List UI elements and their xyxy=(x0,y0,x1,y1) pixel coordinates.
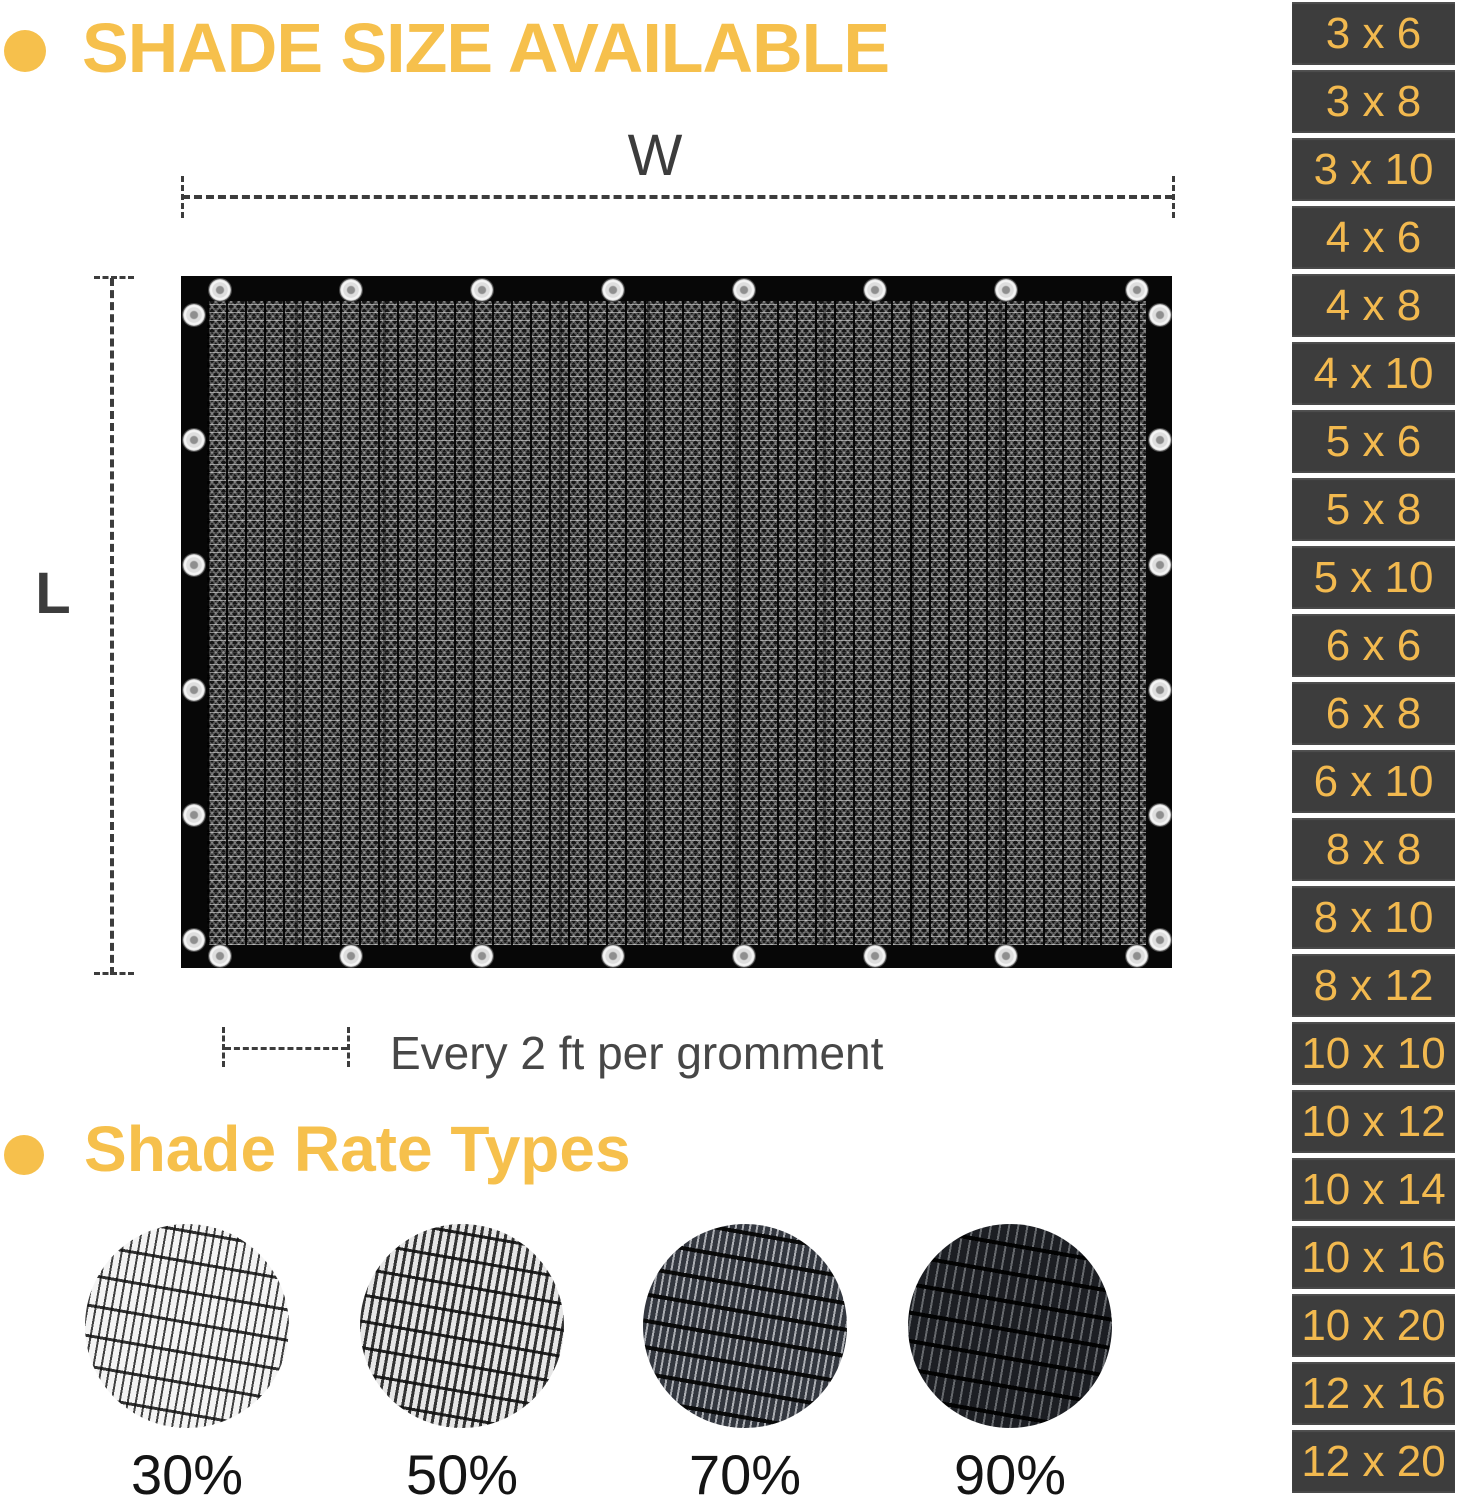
shade-rate-percent: 30% xyxy=(130,1443,244,1500)
size-option-label: 4 x 8 xyxy=(1325,280,1422,330)
grommet-icon xyxy=(1149,554,1171,576)
section-title-shade-size: SHADE SIZE AVAILABLE xyxy=(82,9,890,87)
grommet-icon xyxy=(864,945,886,967)
grommet-icon xyxy=(1126,279,1148,301)
grommet-icon xyxy=(733,279,755,301)
shade-rate-item xyxy=(908,1224,1112,1500)
size-option xyxy=(1292,614,1455,677)
shade-rate-percent: 70% xyxy=(688,1443,802,1500)
mesh-swatch-circle xyxy=(643,1224,847,1428)
size-option xyxy=(1292,138,1455,201)
grommet-spacing-note: Every 2 ft per gromment xyxy=(390,1027,884,1079)
grommet-icon xyxy=(1149,304,1171,326)
section-title-shade-rate: Shade Rate Types xyxy=(84,1113,631,1185)
size-option xyxy=(1292,206,1455,269)
width-dimension-line xyxy=(182,195,1173,199)
mesh-texture xyxy=(207,301,1146,945)
grommet-icon xyxy=(183,679,205,701)
size-option xyxy=(1292,1362,1455,1425)
size-option-label: 3 x 10 xyxy=(1313,144,1434,194)
size-option-label: 8 x 10 xyxy=(1313,892,1434,942)
size-option xyxy=(1292,274,1455,337)
size-option xyxy=(1292,70,1455,133)
size-option xyxy=(1292,954,1455,1017)
width-dimension-label: W xyxy=(627,123,683,188)
size-option xyxy=(1292,1090,1455,1153)
size-option xyxy=(1292,1430,1455,1493)
length-dimension-tick-bottom xyxy=(94,972,134,975)
size-option-label: 4 x 6 xyxy=(1325,212,1422,262)
size-option-label: 8 x 12 xyxy=(1313,960,1434,1010)
grommet-icon xyxy=(340,945,362,967)
shade-rate-percent: 90% xyxy=(953,1443,1067,1500)
width-dimension-tick-right xyxy=(1172,176,1175,218)
shade-net xyxy=(181,276,1172,968)
mesh-swatch-circle xyxy=(85,1224,289,1428)
size-option-label: 6 x 6 xyxy=(1325,620,1422,670)
size-option xyxy=(1292,546,1455,609)
size-option-label: 10 x 10 xyxy=(1301,1028,1446,1078)
shade-rate-item xyxy=(85,1224,289,1500)
grommet-icon xyxy=(340,279,362,301)
size-option-label: 5 x 6 xyxy=(1325,416,1422,466)
grommet-icon xyxy=(1149,679,1171,701)
size-list xyxy=(1292,2,1455,1498)
size-option xyxy=(1292,682,1455,745)
size-option xyxy=(1292,1226,1455,1289)
size-option-label: 4 x 10 xyxy=(1313,348,1434,398)
grommet-icon xyxy=(733,945,755,967)
bullet-icon xyxy=(4,1135,44,1175)
grommet-spacing-tick-right xyxy=(347,1027,350,1067)
size-option-label: 10 x 12 xyxy=(1301,1096,1446,1146)
size-option xyxy=(1292,886,1455,949)
shade-rate-item xyxy=(360,1224,564,1500)
size-option xyxy=(1292,818,1455,881)
grommet-icon xyxy=(209,279,231,301)
size-option xyxy=(1292,2,1455,65)
size-option xyxy=(1292,342,1455,405)
size-option-label: 5 x 8 xyxy=(1325,484,1422,534)
grommet-spacing-line xyxy=(225,1047,347,1050)
size-option-label: 6 x 10 xyxy=(1313,756,1434,806)
size-option-label: 12 x 20 xyxy=(1301,1436,1446,1486)
length-dimension-label: L xyxy=(35,561,71,626)
grommet-icon xyxy=(1149,429,1171,451)
grommet-icon xyxy=(864,279,886,301)
length-dimension-tick-top xyxy=(94,276,134,279)
size-option xyxy=(1292,750,1455,813)
grommet-icon xyxy=(995,279,1017,301)
size-option-label: 8 x 8 xyxy=(1325,824,1422,874)
size-option-label: 3 x 8 xyxy=(1325,76,1422,126)
size-option-label: 10 x 16 xyxy=(1301,1232,1446,1282)
grommet-icon xyxy=(1149,929,1171,951)
grommet-icon xyxy=(183,304,205,326)
size-option xyxy=(1292,410,1455,473)
grommet-icon xyxy=(209,945,231,967)
size-option-label: 5 x 10 xyxy=(1313,552,1434,602)
grommet-icon xyxy=(602,945,624,967)
grommet-icon xyxy=(183,429,205,451)
size-option xyxy=(1292,478,1455,541)
grommet-icon xyxy=(602,279,624,301)
shade-rate-item xyxy=(643,1224,847,1500)
size-option xyxy=(1292,1294,1455,1357)
grommet-icon xyxy=(183,929,205,951)
shade-rate-percent: 50% xyxy=(405,1443,519,1500)
size-option xyxy=(1292,1158,1455,1221)
size-option-label: 12 x 16 xyxy=(1301,1368,1446,1418)
size-option-label: 10 x 14 xyxy=(1301,1164,1446,1214)
grommet-icon xyxy=(1149,804,1171,826)
size-option-label: 10 x 20 xyxy=(1301,1300,1446,1350)
mesh-swatch-circle xyxy=(908,1224,1112,1428)
size-option xyxy=(1292,1022,1455,1085)
grommet-icon xyxy=(471,945,493,967)
grommet-icon xyxy=(471,279,493,301)
bullet-icon xyxy=(4,30,46,72)
grommet-icon xyxy=(995,945,1017,967)
grommet-icon xyxy=(183,554,205,576)
mesh-swatch-circle xyxy=(360,1224,564,1428)
width-dimension-tick-left xyxy=(181,176,184,218)
grommet-icon xyxy=(183,804,205,826)
grommet-icon xyxy=(1126,945,1148,967)
size-option-label: 3 x 6 xyxy=(1325,8,1422,58)
size-option-label: 6 x 8 xyxy=(1325,688,1422,738)
length-dimension-line xyxy=(110,278,114,975)
